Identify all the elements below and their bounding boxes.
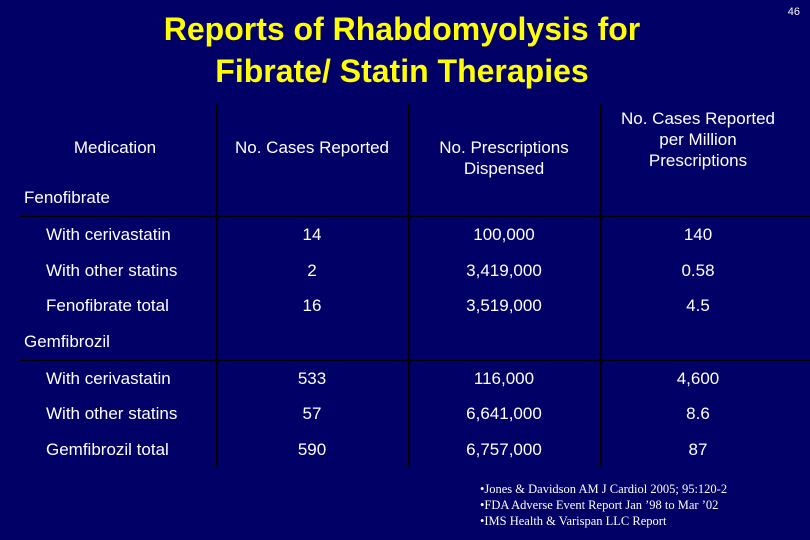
row-label: With cerivastatin	[46, 369, 171, 388]
title-line-2: Fibrate/ Statin Therapies	[215, 53, 589, 89]
header-cases-reported: No. Cases Reported	[234, 138, 390, 157]
page-number: 46	[787, 6, 800, 18]
cell-cases: 14	[302, 225, 322, 244]
cell-per-million: 4.5	[686, 296, 710, 315]
grid-horizontal-2	[20, 360, 810, 361]
cell-prescriptions: 100,000	[473, 225, 535, 244]
cell-prescriptions: 6,757,000	[466, 440, 542, 459]
reference-item: •Jones & Davidson AM J Cardiol 2005; 95:120-2	[480, 482, 728, 496]
grid-horizontal-1	[20, 216, 810, 217]
cell-per-million: 87	[688, 440, 708, 459]
header-per-million	[600, 108, 796, 171]
header-per-million-line-3: Prescriptions	[648, 151, 748, 170]
cell-prescriptions: 3,519,000	[466, 296, 542, 315]
cell-cases: 16	[302, 296, 322, 315]
title-line-1: Reports of Rhabdomyolysis for	[163, 11, 641, 47]
row-label: Fenofibrate total	[46, 296, 169, 315]
row-label: With other statins	[46, 261, 178, 280]
cell-prescriptions: 3,419,000	[466, 261, 542, 280]
cell-per-million: 140	[683, 225, 713, 244]
row-label: With other statins	[46, 404, 178, 423]
cell-prescriptions: 116,000	[473, 369, 535, 388]
row-label: With cerivastatin	[46, 225, 171, 244]
references	[480, 481, 727, 529]
cell-prescriptions: 6,641,000	[466, 404, 542, 423]
reference-item: •FDA Adverse Event Report Jan ’98 to Mar ’02	[480, 498, 719, 512]
cell-cases: 590	[297, 440, 327, 459]
header-prescriptions-line-1: No. Prescriptions	[439, 138, 569, 157]
cell-per-million: 8.6	[686, 404, 710, 423]
header-prescriptions	[408, 137, 600, 179]
cell-cases: 533	[297, 369, 327, 388]
cell-cases: 57	[302, 404, 322, 423]
section-label-gemfibrozil: Gemfibrozil	[24, 332, 110, 351]
header-per-million-line-1: No. Cases Reported	[620, 109, 776, 128]
header-medication: Medication	[73, 138, 157, 157]
row-label: Gemfibrozil total	[46, 440, 169, 459]
slide-title	[0, 8, 810, 92]
section-label-fenofibrate: Fenofibrate	[24, 188, 110, 207]
cell-cases: 2	[307, 261, 317, 280]
header-prescriptions-line-2: Dispensed	[463, 159, 545, 178]
cell-per-million: 0.58	[681, 261, 715, 280]
reference-item: •IMS Health & Varispan LLC Report	[480, 514, 667, 528]
header-per-million-line-2: per Million	[659, 130, 737, 149]
cell-per-million: 4,600	[676, 369, 720, 388]
